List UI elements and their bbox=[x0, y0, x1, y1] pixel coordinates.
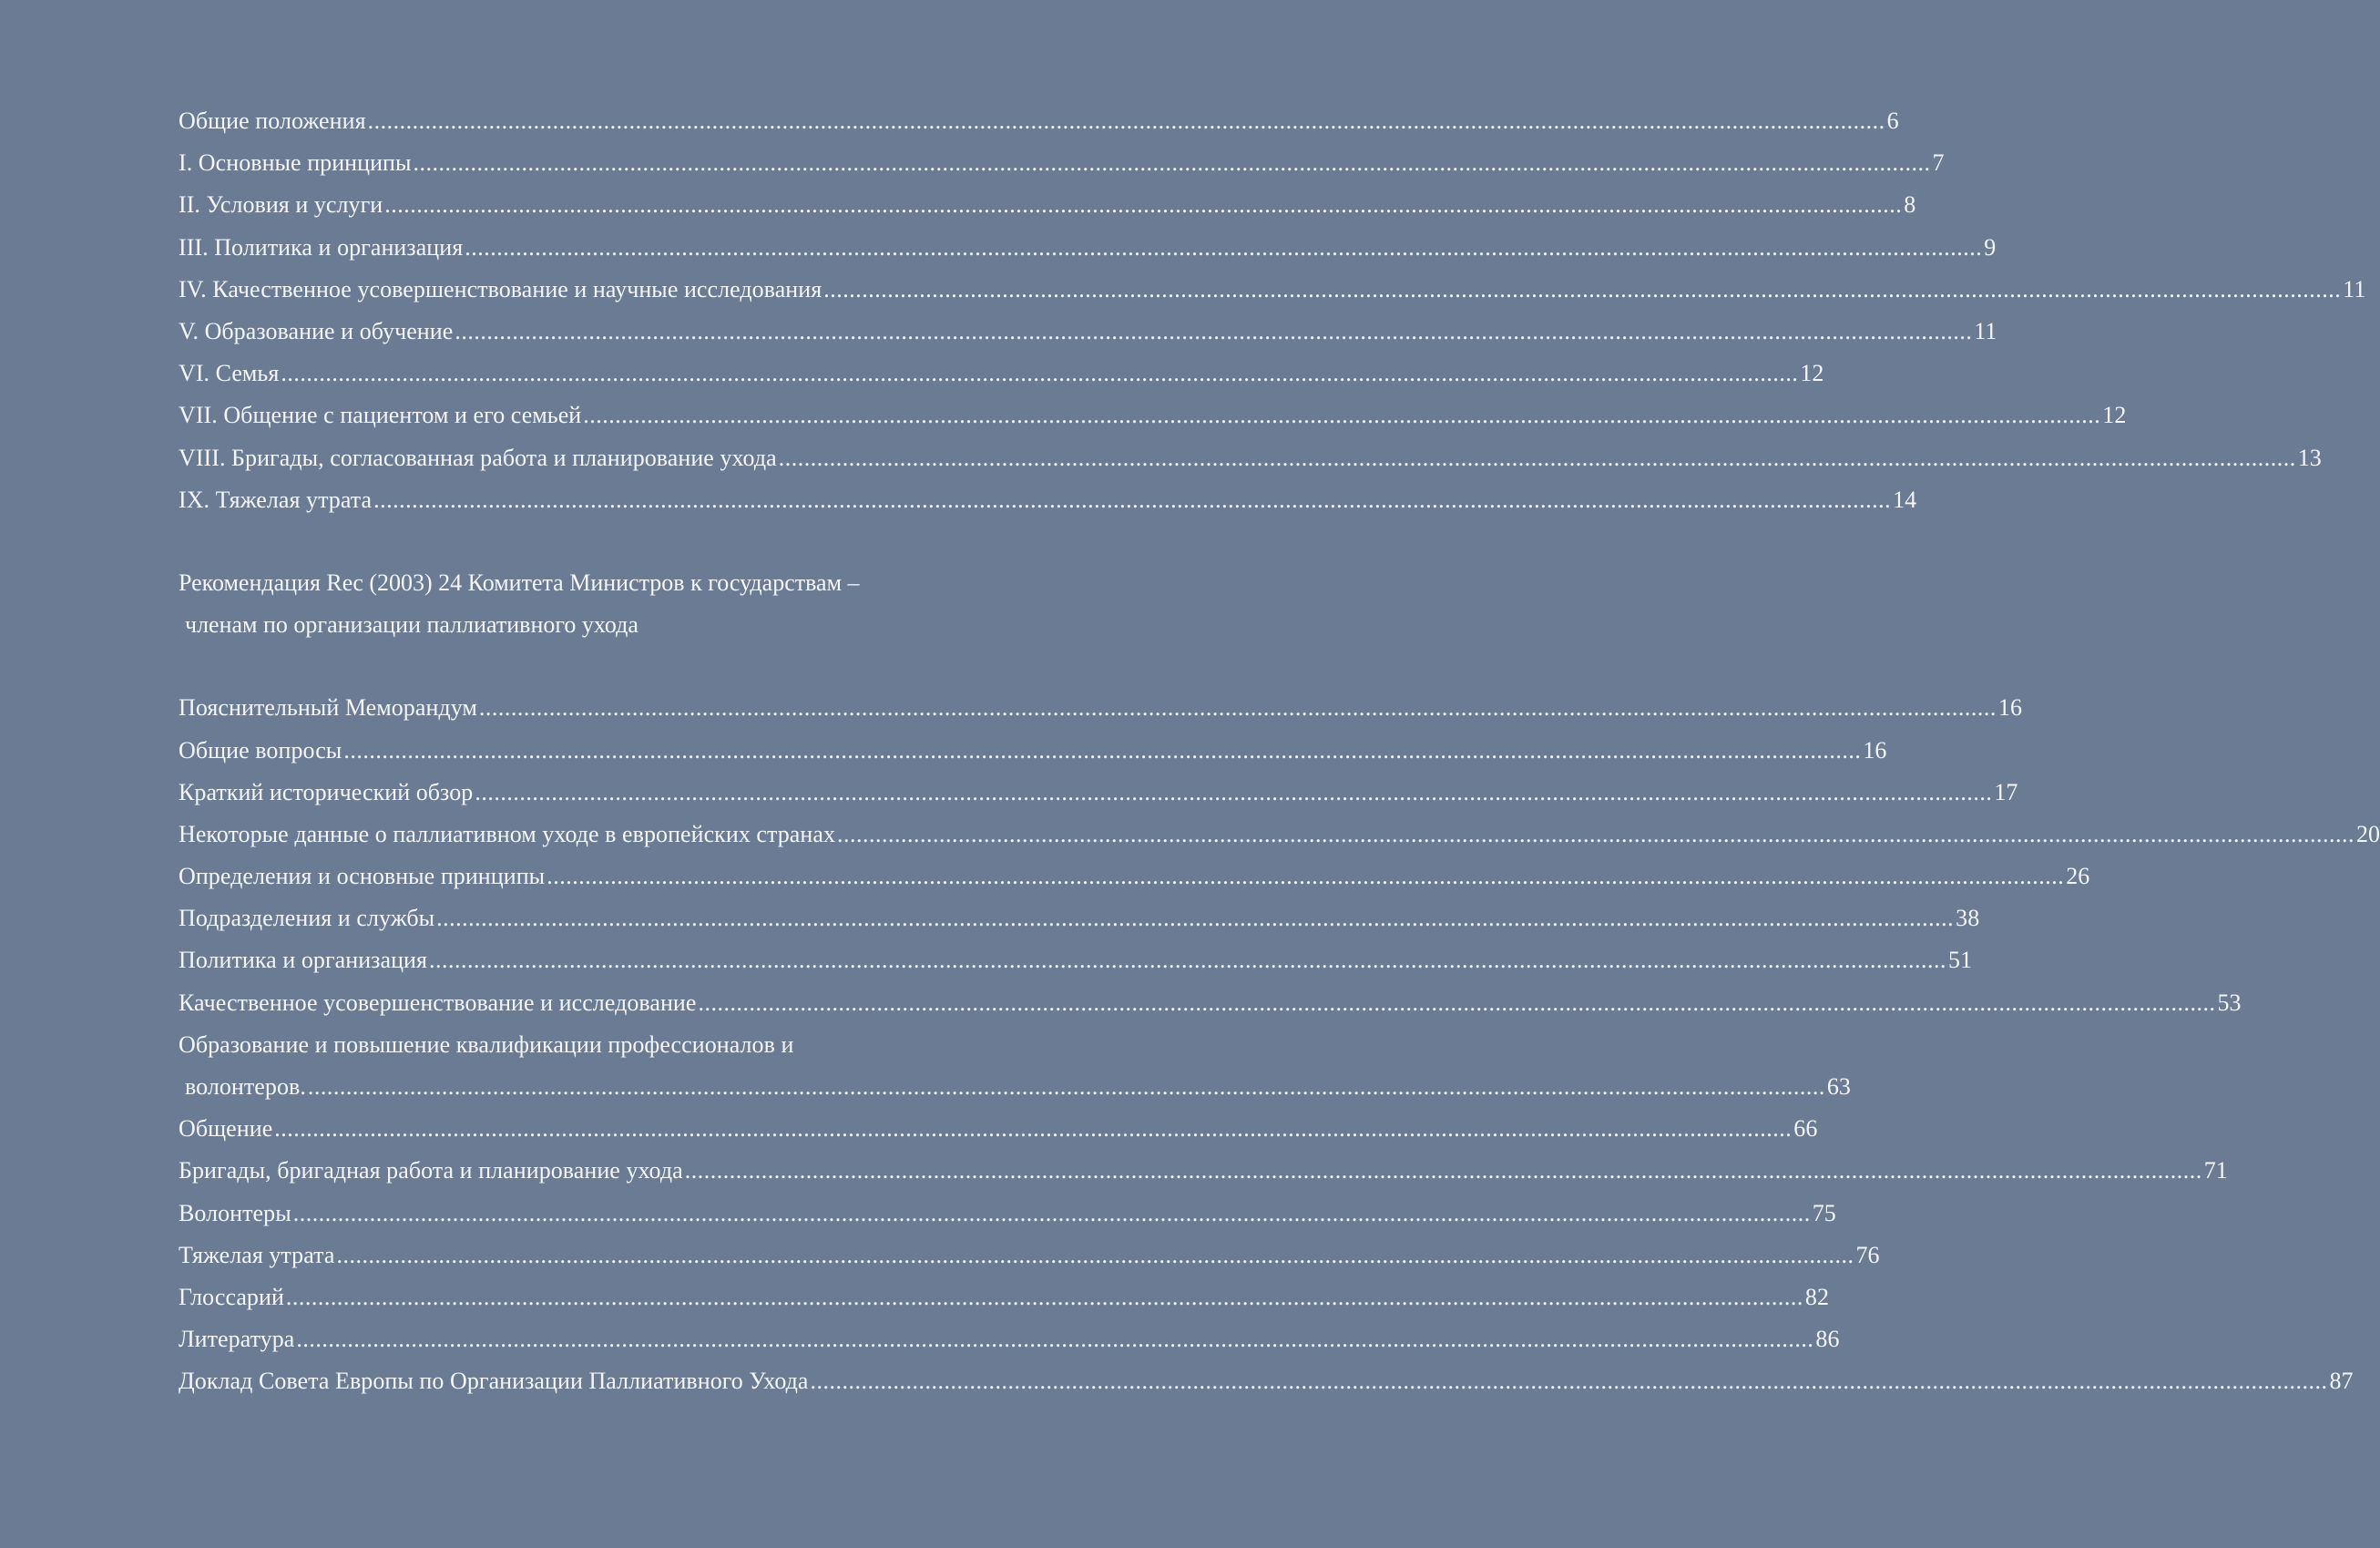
toc-entry-page: 13 bbox=[2297, 444, 2322, 471]
toc-section-2 bbox=[179, 687, 2380, 1402]
dot-leader bbox=[336, 1244, 1854, 1267]
dot-leader bbox=[837, 823, 2354, 846]
toc-entry-title: Подразделения и службы bbox=[179, 905, 435, 932]
toc-entry-title: Пояснительный Меморандум bbox=[179, 694, 477, 722]
toc-entry-page: 38 bbox=[1956, 905, 1980, 932]
toc-entry-page: 26 bbox=[2066, 863, 2090, 890]
toc-entry-title: Общие вопросы bbox=[179, 736, 342, 764]
toc-entry-page: 82 bbox=[1804, 1283, 1830, 1310]
toc-entry-page: 66 bbox=[1793, 1115, 1818, 1143]
dot-leader bbox=[455, 320, 1972, 343]
toc-entry-title: IX. Тяжелая утрата bbox=[179, 486, 373, 513]
dot-leader bbox=[368, 109, 1885, 133]
toc-entry[interactable] bbox=[179, 395, 2127, 436]
toc-entry-page: 9 bbox=[1984, 233, 1997, 261]
table-of-contents bbox=[179, 100, 2380, 1402]
toc-entry[interactable] bbox=[179, 437, 2322, 479]
toc-entry[interactable] bbox=[179, 814, 2380, 856]
dot-leader bbox=[685, 1159, 2202, 1183]
toc-entry-page: 87 bbox=[2329, 1368, 2354, 1395]
toc-entry-title: Общение bbox=[179, 1115, 273, 1143]
dot-leader bbox=[384, 193, 1902, 217]
dot-leader bbox=[429, 948, 1946, 972]
toc-entry-title: Глоссарий bbox=[179, 1283, 284, 1310]
toc-entry[interactable] bbox=[179, 311, 1997, 353]
toc-entry[interactable] bbox=[179, 1276, 1830, 1318]
toc-entry-title: Волонтеры bbox=[179, 1199, 291, 1226]
toc-entry-title: волонтеров. bbox=[185, 1073, 306, 1101]
toc-entry-page: 20 bbox=[2356, 820, 2380, 847]
recommendation-heading bbox=[179, 562, 935, 646]
toc-entry[interactable] bbox=[179, 772, 2018, 814]
toc-entry-title: IV. Качественное усовершенствование и научные исследования bbox=[179, 275, 822, 302]
toc-entry[interactable] bbox=[179, 982, 2242, 1024]
toc-entry-title: Литература bbox=[179, 1326, 295, 1353]
toc-entry[interactable] bbox=[179, 142, 1945, 184]
toc-entry-title: V. Образование и обучение bbox=[179, 318, 454, 345]
dot-leader bbox=[436, 907, 1954, 930]
toc-entry-page: 11 bbox=[1974, 318, 1997, 345]
toc-entry[interactable] bbox=[179, 897, 1980, 939]
toc-entry[interactable] bbox=[179, 856, 2090, 897]
dot-leader bbox=[475, 781, 1992, 805]
toc-entry-title: Краткий исторический обзор bbox=[179, 778, 474, 805]
toc-entry[interactable] bbox=[179, 479, 1917, 521]
toc-entry-title: Определения и основные принципы bbox=[179, 863, 546, 890]
toc-entry-page: 16 bbox=[1863, 736, 1887, 764]
toc-entry[interactable] bbox=[179, 939, 1973, 981]
toc-entry-title: I. Основные принципы bbox=[179, 149, 412, 177]
toc-entry-title: Качественное усовершенствование и исследование bbox=[179, 989, 697, 1016]
toc-entry-title: Бригады, бригадная работа и планирование ухода bbox=[179, 1157, 683, 1184]
dot-leader bbox=[293, 1202, 1811, 1225]
toc-entry-page: 71 bbox=[2203, 1157, 2228, 1184]
toc-entry-title: VII. Общение с пациентом и его семьей bbox=[179, 402, 582, 429]
toc-entry-page: 75 bbox=[1812, 1199, 1836, 1226]
dot-leader bbox=[823, 278, 2341, 302]
toc-entry[interactable] bbox=[179, 1108, 1818, 1150]
toc-entry-title: Некоторые данные о паллиативном уходе в европейских странах bbox=[179, 820, 835, 847]
toc-entry-page: 8 bbox=[1904, 191, 1916, 219]
toc-entry-page: 86 bbox=[1815, 1326, 1840, 1353]
toc-entry[interactable] bbox=[179, 729, 1887, 771]
toc-entry[interactable] bbox=[179, 184, 1916, 226]
toc-entry-title: VIII. Бригады, согласованная работа и планирование ухода bbox=[179, 444, 777, 471]
toc-entry-page: 12 bbox=[1800, 360, 1824, 387]
dot-leader bbox=[274, 1117, 1792, 1141]
toc-entry-title: Политика и организация bbox=[179, 947, 428, 974]
toc-entry[interactable] bbox=[179, 687, 2023, 729]
toc-entry-title: II. Условия и услуги bbox=[179, 191, 383, 219]
toc-entry-page: 63 bbox=[1826, 1073, 1851, 1101]
toc-entry[interactable] bbox=[179, 353, 1824, 395]
toc-entry-page: 16 bbox=[1997, 694, 2023, 722]
toc-section-1 bbox=[179, 100, 2366, 521]
toc-entry-title: Общие положения bbox=[179, 108, 366, 135]
toc-entry-page: 53 bbox=[2217, 989, 2242, 1016]
toc-entry-title: Образование и повышение квалификации профессионалов и bbox=[179, 1030, 794, 1058]
toc-entry[interactable] bbox=[179, 227, 1997, 269]
dot-leader bbox=[343, 739, 1861, 763]
toc-entry-page: 7 bbox=[1932, 149, 1945, 177]
dot-leader bbox=[779, 446, 2296, 470]
toc-entry-title: Доклад Совета Европы по Организации Паллиативного Ухода bbox=[179, 1368, 809, 1395]
dot-leader bbox=[583, 404, 2100, 427]
dot-leader bbox=[414, 151, 1931, 175]
dot-leader bbox=[479, 696, 1997, 720]
dot-leader bbox=[296, 1328, 1813, 1351]
dot-leader bbox=[546, 865, 2064, 888]
toc-entry[interactable] bbox=[179, 1066, 1851, 1108]
toc-entry[interactable] bbox=[179, 1235, 1880, 1276]
dot-leader bbox=[308, 1075, 1825, 1099]
toc-entry[interactable] bbox=[179, 1318, 1840, 1360]
toc-entry-page: 51 bbox=[1948, 947, 1973, 974]
toc-entry[interactable] bbox=[179, 269, 2366, 311]
dot-leader bbox=[811, 1369, 2328, 1393]
toc-entry-title: III. Политика и организация bbox=[179, 233, 464, 261]
dot-leader bbox=[465, 236, 1982, 260]
toc-entry-page: 14 bbox=[1893, 486, 1917, 513]
toc-entry-title: VI. Семья bbox=[179, 360, 280, 387]
toc-entry[interactable] bbox=[179, 1024, 935, 1066]
toc-entry[interactable] bbox=[179, 100, 1899, 142]
dot-leader bbox=[281, 362, 1798, 385]
toc-entry-page: 17 bbox=[1994, 778, 2018, 805]
toc-entry-page: 12 bbox=[2102, 402, 2127, 429]
toc-entry-page: 11 bbox=[2343, 275, 2366, 302]
recommendation-line-1: Рекомендация Rec (2003) 24 Комитета Министров к государствам – bbox=[179, 569, 860, 596]
dot-leader bbox=[699, 991, 2216, 1015]
recommendation-line-2: членам по организации паллиативного ухода bbox=[185, 611, 638, 639]
toc-entry-page: 76 bbox=[1855, 1241, 1880, 1268]
toc-entry-title: Тяжелая утрата bbox=[179, 1241, 335, 1268]
toc-entry[interactable] bbox=[179, 1193, 1836, 1235]
toc-entry-page: 6 bbox=[1886, 108, 1899, 135]
dot-leader bbox=[373, 488, 1891, 512]
toc-entry[interactable] bbox=[179, 1150, 2228, 1192]
toc-entry[interactable] bbox=[179, 1360, 2354, 1402]
dot-leader bbox=[286, 1286, 1803, 1309]
